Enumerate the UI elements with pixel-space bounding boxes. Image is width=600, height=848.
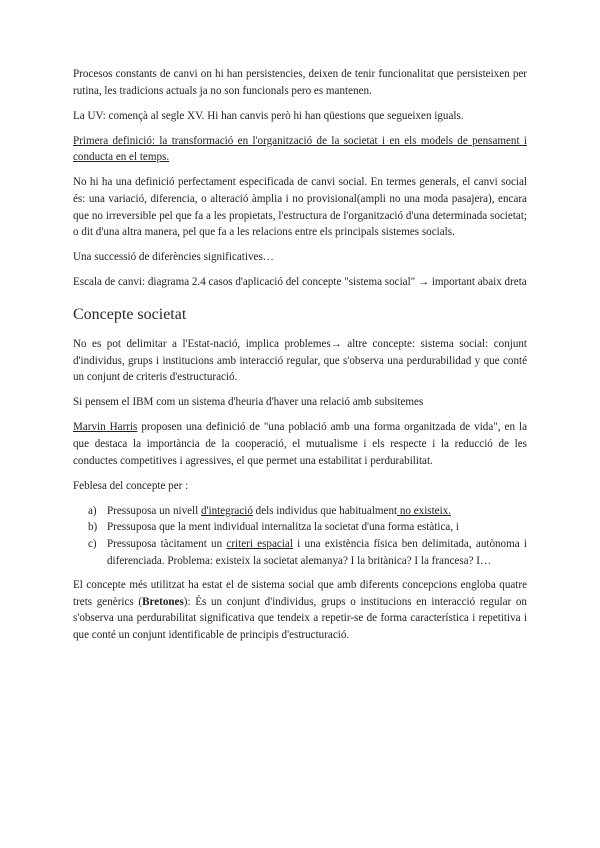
section-heading: Concepte societat <box>73 306 187 324</box>
document-page <box>73 66 527 652</box>
underlined-term: no existeix. <box>397 504 452 517</box>
paragraph-marvin-harris-text: proposen una definició de "una població amb una forma organitzada de vida", en la que destaca la importància de la cooperació, el mutualisme i els respecte i la reducció de les conductes competitives i agressives, el que permet una estabilitat i perdurabilitat. <box>73 421 527 467</box>
paragraph-primera-definicio: Primera definició: la transformació en l'organització de la societat i en els models de pensament i conducta en el temps. <box>73 134 527 164</box>
list-item: c) Pressuposa tàcitament un criteri espacial i una existència física ben delimitada, autònoma i diferenciada. Problema: existeix la societat alemanya? I la britànica? I la francesa? I… <box>88 537 528 567</box>
weakness-list <box>73 503 527 569</box>
paragraph-sistema-social: El concepte més utilitzat ha estat el de sistema social que amb diferents concepcions engloba quatre trets genèrics (Bretones): És un conjunt d'individus, grups o institucions en interacció regular on s'observa una perdurabilitat significativa que tendeix a repetir-se de forma característica i repetitiva i que conté un conjunt identificable de principis d'estructuració. <box>73 579 527 641</box>
underlined-term: criteri espacial <box>226 537 293 550</box>
list-marker: b) <box>88 521 98 534</box>
list-marker: a) <box>88 504 97 517</box>
author-name: Marvin Harris <box>73 421 138 434</box>
paragraph-marvin-harris <box>73 419 527 469</box>
paragraph-uv: La UV: començà al segle XV. Hi han canvis però hi han qüestions que segueixen iguals. <box>73 109 464 122</box>
list-item: a) Pressuposa un nivell d'integració dels individus que habitualment no existeix. <box>73 503 527 520</box>
paragraph-estat-nacio: No es pot delimitar a l'Estat-nació, implica problemes→ altre concepte: sistema social: conjunt d'individus, grups i institucions amb interacció regular, que s'observa una perdurabilidad y que conté un conjunt de criteris d'estructuració. <box>73 338 527 384</box>
paragraph-canvi-social: No hi ha una definició perfectament especificada de canvi social. En termes generals, el canvi social és: una variació, diferencia, o alteració àmplia i no provisional(ampli no una moda pasajera), encara que no irreversible pel que fa a les propietats, l'estructura de l'organització d'una determinada societat; o dit d'una altra manera, pel que fa a les relacions entre els principals sistemes socials. <box>73 176 527 239</box>
paragraph-escala-canvi: Escala de canvi: diagrama 2.4 casos d'aplicació del concepte "sistema social" → important abaix dreta <box>73 276 527 289</box>
paragraph-feblesa: Feblesa del concepte per : <box>73 479 189 492</box>
list-item: b) Pressuposa que la ment individual internalitza la societat d'una forma estàtica, i <box>73 519 527 536</box>
paragraph-ibm: Si pensem el IBM com un sistema d'heuria d'haver una relació amb subsitemes <box>73 396 424 409</box>
paragraph-successio: Una successió de diferències significatives… <box>73 251 274 264</box>
paragraph-persistencies: Procesos constants de canvi on hi han persistencies, deixen de tenir funcionalitat que persisteixen per rutina, les tradicions actuals ja no son funcionals pero es mantenen. <box>73 68 527 97</box>
list-marker: c) <box>88 537 97 550</box>
author-bold: Bretones <box>142 595 184 608</box>
underlined-term: d'integració <box>200 504 253 517</box>
